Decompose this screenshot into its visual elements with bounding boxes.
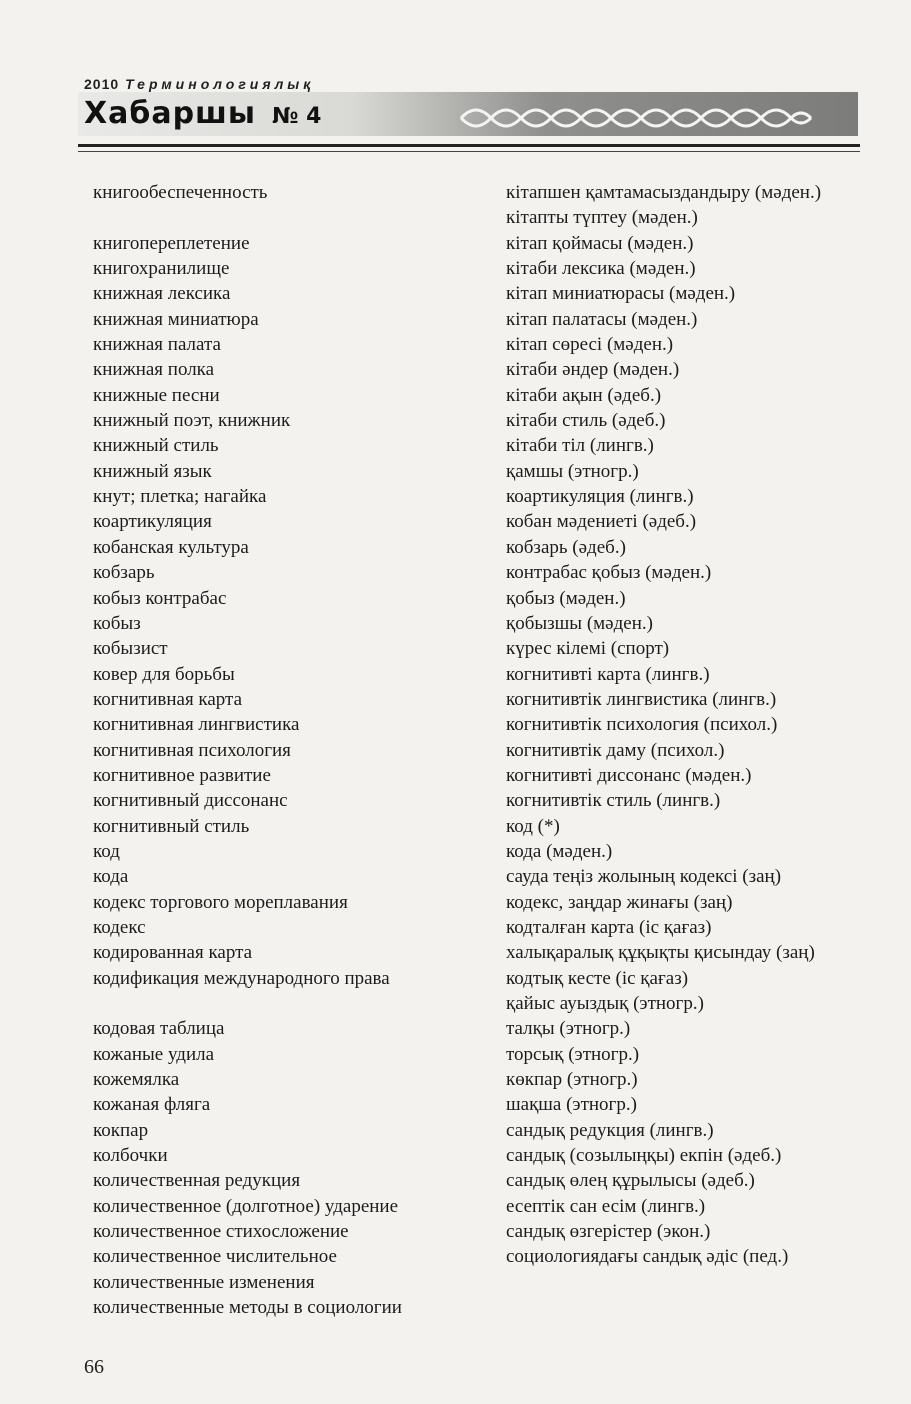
term-kz: когнитивтік лингвистика (лингв.) [506,688,777,710]
header-title: Хабаршы [84,96,257,131]
term-kz: есептік сан есім (лингв.) [506,1195,706,1217]
term-kz: шақша (этногр.) [506,1094,637,1116]
term-ru: колбочки [93,1145,168,1167]
term-kz: когнитивті диссонанс (мәден.) [506,764,752,786]
term-ru: количественное (долготное) ударение [93,1195,399,1217]
term-ru: количественное числительное [93,1246,337,1268]
term-kz: сауда теңіз жолының кодексі (заң) [506,866,782,888]
ornament-icon [456,100,816,136]
kazakh-terms-column [506,180,866,1270]
term-ru: коартикуляция [93,511,212,533]
term-ru: книжная палата [93,334,221,356]
term-kz: когнитивті карта (лингв.) [506,663,710,685]
term-kz: кобзарь (әдеб.) [506,536,626,558]
term-ru: книжная полка [93,359,215,381]
term-ru: когнитивная карта [93,688,243,710]
term-kz: контрабас қобыз (мәден.) [506,562,712,584]
term-kz: кода (мәден.) [506,840,613,862]
term-kz: кітапты түптеу (мәден.) [506,207,698,229]
term-kz: қайыс ауыздық (этногр.) [506,993,704,1014]
term-kz: социологиядағы сандық әдіс (пед.) [506,1246,789,1268]
term-ru: кобызист [93,638,168,660]
term-kz: кодталған карта (іс қағаз) [506,916,712,938]
term-kz: кітап миниатюрасы (мәден.) [506,283,736,305]
header-year: 2010 [84,76,120,92]
term-kz: кітаби тіл (лингв.) [506,435,654,457]
term-ru: количественное стихосложение [93,1221,349,1243]
term-ru: когнитивный стиль [93,815,250,837]
term-ru: кодекс торгового мореплавания [93,891,348,913]
term-ru: кокпар [93,1119,149,1141]
term-ru: кодовая таблица [93,1018,225,1040]
term-ru: кобанская культура [93,536,249,558]
term-ru: когнитивная психология [93,739,291,761]
header-issue: № 4 [272,104,322,129]
term-ru: когнитивный диссонанс [93,790,288,812]
term-ru [93,205,483,230]
term-ru: книжный язык [93,460,212,482]
term-kz: қобызшы (мәден.) [506,612,653,634]
term-ru: кодированная карта [93,942,253,964]
term-ru: книгопереплетение [93,232,250,254]
term-ru: количественные методы в социологии [93,1297,402,1319]
term-ru: книжный стиль [93,435,219,457]
term-kz: торсық (этногр.) [506,1043,640,1065]
term-kz: кітап сөресі (мәден.) [506,334,674,356]
term-ru: кода [93,866,129,888]
russian-terms-column [93,180,483,1320]
term-ru: кобзарь [93,562,155,584]
term-kz: кітап палатасы (мәден.) [506,308,698,330]
term-kz: кітапшен қамтамасыздандыру (мәден.) [506,182,822,203]
term-ru: книжный поэт, книжник [93,410,291,432]
term-kz: кітаби стиль (әдеб.) [506,410,666,432]
term-kz: сандық (созылыңқы) екпін (әдеб.) [506,1145,782,1167]
term-ru: количественная редукция [93,1170,301,1192]
term-ru: кобыз контрабас [93,587,227,609]
term-kz: когнитивтік психология (психол.) [506,714,778,736]
term-ru: кнут; плетка; нагайка [93,486,267,508]
term-kz: халықаралық құқықты қисындау (заң) [506,942,815,964]
term-ru: количественные изменения [93,1271,315,1293]
term-kz: код (*) [506,815,560,837]
term-kz: кітаби ақын (әдеб.) [506,384,662,406]
term-ru: когнитивное развитие [93,764,271,786]
term-kz: кітаби лексика (мәден.) [506,258,696,280]
term-kz: кітаби әндер (мәден.) [506,359,680,381]
term-kz: көкпар (этногр.) [506,1069,638,1091]
term-kz: когнитивтік даму (психол.) [506,739,725,761]
term-kz: кодекс, заңдар жинағы (заң) [506,891,733,913]
term-ru: кожемялка [93,1069,180,1091]
term-kz: талқы (этногр.) [506,1018,631,1040]
term-kz: кітап қоймасы (мәден.) [506,232,694,254]
header-year-line [84,76,314,92]
term-ru: кобыз [93,612,141,634]
term-kz: сандық редукция (лингв.) [506,1119,714,1141]
header-rule-thick [78,144,860,147]
term-kz: сандық өзгерістер (экон.) [506,1221,711,1243]
term-ru [93,991,483,1016]
term-ru: ковер для борьбы [93,663,235,685]
term-kz: күрес кілемі (спорт) [506,638,670,660]
term-ru: книжные песни [93,384,220,406]
term-kz: коартикуляция (лингв.) [506,486,694,508]
term-ru: когнитивная лингвистика [93,714,300,736]
term-ru: книжная лексика [93,283,231,305]
term-ru: кожаная фляга [93,1094,211,1116]
term-ru: код [93,840,120,862]
term-kz: қамшы (этногр.) [506,460,639,482]
term-ru: книжная миниатюра [93,308,259,330]
term-kz: қобыз (мәден.) [506,587,626,609]
term-ru: книгохранилище [93,258,230,280]
term-ru: кожаные удила [93,1043,215,1065]
term-kz: кодтық кесте (іс қағаз) [506,967,689,989]
header-journal-name: Терминологиялық [125,76,315,92]
term-ru: кодекс [93,916,146,938]
term-kz: кобан мәдениеті (әдеб.) [506,511,697,533]
term-ru: книгообеспеченность [93,182,268,203]
header-rule-thin [78,151,860,152]
page-number: 66 [84,1356,104,1378]
term-kz: когнитивтік стиль (лингв.) [506,790,721,812]
term-ru: кодификация международного права [93,967,390,989]
term-kz: сандық өлең құрылысы (әдеб.) [506,1170,755,1192]
